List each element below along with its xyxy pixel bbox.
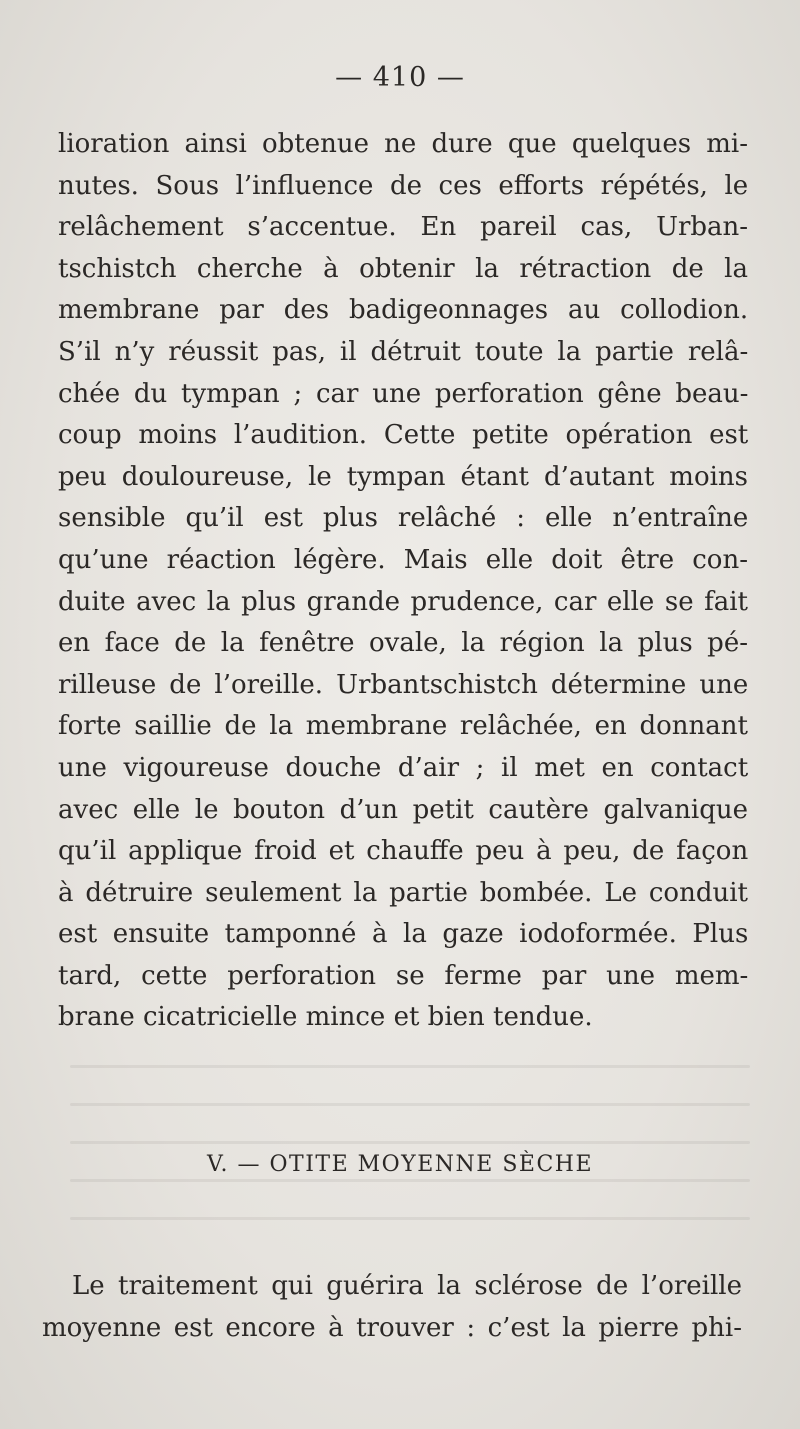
- text-line: avec elle le bouton d’un petit cautère galvanique: [58, 794, 748, 825]
- bleed-through-text: [70, 1030, 750, 1260]
- text-line: membrane par des badigeonnages au collodion.: [58, 295, 748, 326]
- text-line: une vigoureuse douche d’air ; il met en contact: [58, 752, 748, 783]
- text-line: coup moins l’audition. Cette petite opération est: [58, 420, 748, 451]
- text-line: chée du tympan ; car une perforation gêne beau-: [58, 378, 748, 409]
- text-line: Le traitement qui guérira la sclérose de l’oreille: [72, 1271, 742, 1301]
- text-line: en face de la fenêtre ovale, la région la plus pé-: [58, 628, 748, 659]
- text-line: relâchement s’accentue. En pareil cas, Urban-: [58, 212, 748, 243]
- text-line: sensible qu’il est plus relâché : elle n’entraîne: [58, 503, 748, 534]
- text-line: brane cicatricielle mince et bien tendue.: [58, 1002, 593, 1033]
- text-line: qu’il applique froid et chauffe peu à peu, de façon: [58, 836, 748, 867]
- page-number: — 410 —: [335, 62, 465, 93]
- text-line: tard, cette perforation se ferme par une mem-: [58, 960, 748, 991]
- section-heading: V. — OTITE MOYENNE SÈCHE: [206, 1152, 594, 1177]
- text-line: lioration ainsi obtenue ne dure que quelques mi-: [58, 129, 748, 159]
- text-line: tschistch cherche à obtenir la rétraction de la: [58, 253, 748, 284]
- paragraph-main: [58, 124, 748, 1039]
- text-line: duite avec la plus grande prudence, car elle se fait: [58, 586, 748, 617]
- text-line: moyenne est encore à trouver : c’est la pierre phi-: [42, 1313, 742, 1343]
- text-line: qu’une réaction légère. Mais elle doit être con-: [58, 544, 748, 575]
- text-line: est ensuite tamponné à la gaze iodoformée. Plus: [58, 919, 748, 950]
- text-line: à détruire seulement la partie bombée. Le conduit: [58, 877, 748, 908]
- text-line: S’il n’y réussit pas, il détruit toute la partie relâ-: [58, 336, 748, 367]
- paragraph-section: [42, 1265, 742, 1349]
- text-line: nutes. Sous l’influence de ces efforts répétés, le: [58, 170, 748, 201]
- text-line: peu douloureuse, le tympan étant d’autant moins: [58, 461, 748, 492]
- text-line: rilleuse de l’oreille. Urbantschistch détermine une: [58, 669, 748, 700]
- text-line: forte saillie de la membrane relâchée, en donnant: [58, 711, 748, 742]
